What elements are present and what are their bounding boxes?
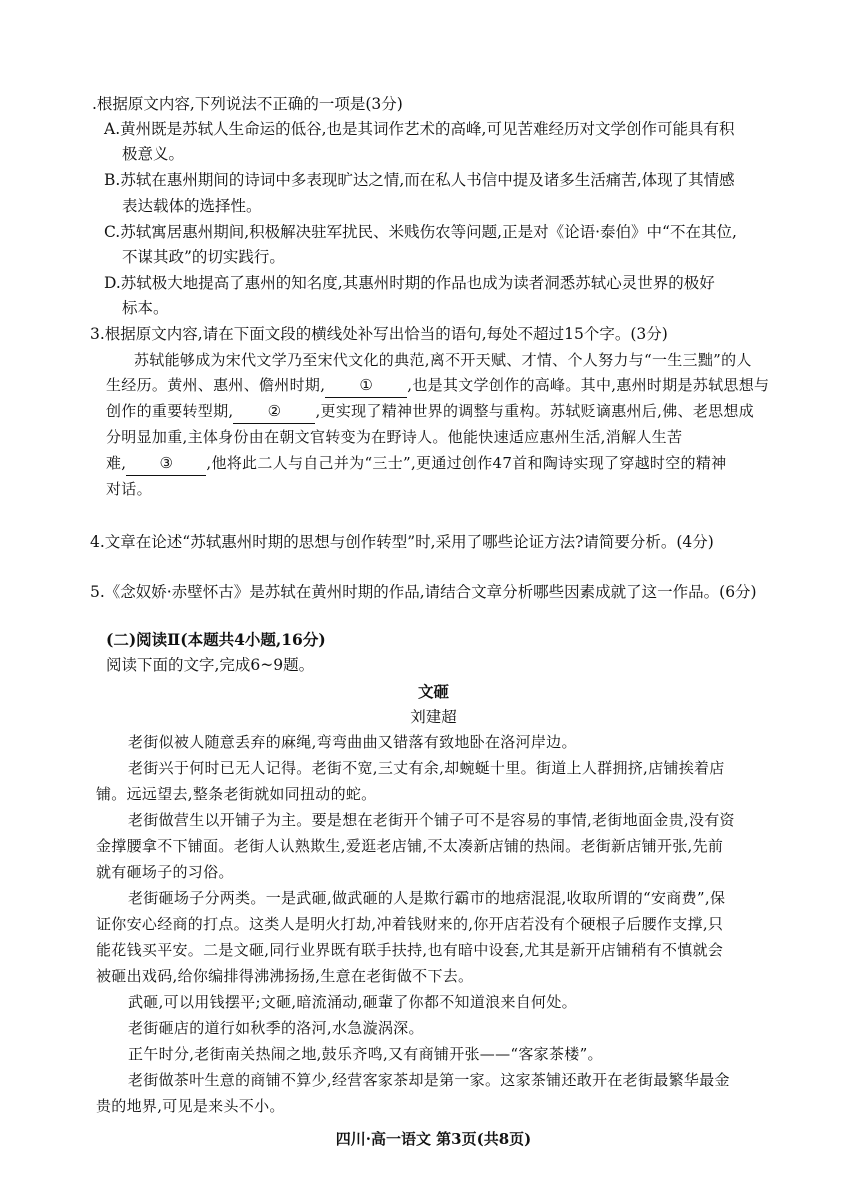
q3-passage-text: 创作的重要转型期, (106, 402, 234, 420)
q2-option-c-line2: 不谋其政”的切实践行。 (122, 248, 285, 266)
q3-passage-line1: 苏轼能够成为宋代文学乃至宋代文化的典范,离不开天赋、才情、个人努力与“一生三黜”的人 (134, 351, 752, 369)
q2-option-a-line2: 极意义。 (122, 145, 185, 163)
q3-passage-line5 (106, 451, 726, 476)
q3-blank-1: ① (325, 373, 407, 398)
q3-passage-line4: 分明显加重,主体身份由在朝文官转变为在野诗人。他能快速适应惠州生活,消解人生苦 (106, 428, 683, 446)
q5-stem: 5.《念奴娇·赤壁怀古》是苏轼在黄州时期的作品,请结合文章分析哪些因素成就了这一作品。(6分) (90, 583, 757, 601)
q4-stem: 4.文章在论述“苏轼惠州时期的思想与创作转型”时,采用了哪些论证方法?请简要分析。(4分) (90, 533, 714, 551)
story-paragraph: 就有砸场子的习俗。 (96, 863, 234, 881)
story-paragraph: 证你安心经商的打点。这类人是明火打劫,冲着钱财来的,你开店若没有个硬根子后腰作支撑,只 (96, 915, 724, 933)
q2-option-b-line1: B.苏轼在惠州期间的诗词中多表现旷达之情,而在私人书信中提及诸多生活痛苦,体现了其情感 (104, 171, 735, 189)
q2-option-b-line2: 表达载体的选择性。 (122, 197, 262, 215)
story-paragraph: 老街砸场子分两类。一是武砸,做武砸的人是欺行霸市的地痞混混,收取所谓的“安商费”,保 (128, 889, 726, 907)
page-footer: 四川·高一语文 第3页(共8页) (335, 1130, 532, 1148)
story-author: 刘建超 (410, 708, 457, 726)
q3-passage-text: ,他将此二人与自己并为“三士”,更通过创作47首和陶诗实现了穿越时空的精神 (206, 454, 727, 472)
story-paragraph: 老街兴于何时已无人记得。老街不宽,三丈有余,却蜿蜒十里。街道上人群拥挤,店铺挨着店 (128, 759, 725, 777)
q3-passage-text: ,也是其文学创作的高峰。其中,惠州时期是苏轼思想与 (407, 376, 770, 394)
q3-passage-text: 难, (106, 454, 127, 472)
story-title: 文砸 (417, 682, 449, 701)
story-paragraph: 老街做营生以开铺子为主。要是想在老街开个铺子可不是容易的事情,老街地面金贵,没有资 (128, 811, 735, 829)
story-paragraph: 贵的地界,可见是来头不小。 (96, 1097, 285, 1115)
q3-blank-3: ③ (126, 451, 206, 476)
q3-blank-2: ② (233, 399, 315, 424)
q2-option-d-line1: D.苏轼极大地提高了惠州的知名度,其惠州时期的作品也成为读者洞悉苏轼心灵世界的极好 (104, 274, 715, 292)
q2-stem: .根据原文内容,下列说法不正确的一项是(3分) (92, 95, 403, 113)
story-paragraph: 老街似被人随意丢弃的麻绳,弯弯曲曲又错落有致地卧在洛河岸边。 (128, 733, 577, 751)
q3-passage-text: ,更实现了精神世界的调整与重构。苏轼贬谪惠州后,佛、老思想成 (315, 402, 755, 420)
story-paragraph: 能花钱买平安。二是文砸,同行业界既有联手扶持,也有暗中设套,尤其是新开店铺稍有不慎就会 (96, 941, 724, 959)
story-paragraph: 老街做茶叶生意的商铺不算少,经营客家茶却是第一家。这家茶铺还敢开在老街最繁华最金 (128, 1071, 730, 1089)
q3-passage-line3 (106, 399, 754, 424)
q3-stem: 3.根据原文内容,请在下面文段的横线处补写出恰当的语句,每处不超过15个字。(3分) (90, 325, 668, 343)
story-paragraph: 被砸出戏码,给你编排得沸沸扬扬,生意在老街做不下去。 (96, 967, 474, 985)
story-paragraph: 老街砸店的道行如秋季的洛河,水急漩涡深。 (128, 1019, 424, 1037)
q2-option-c-line1: C.苏轼寓居惠州期间,积极解决驻军扰民、米贱伤农等问题,正是对《论语·泰伯》中“不在其位, (104, 223, 737, 241)
q2-option-a-line1: A.黄州既是苏轼人生命运的低谷,也是其词作艺术的高峰,可见苦难经历对文学创作可能具有积 (104, 120, 735, 138)
q2-option-d-line2: 标本。 (122, 299, 169, 317)
story-paragraph: 金撑腰拿不下铺面。老街人认熟欺生,爱逛老店铺,不太凑新店铺的热闹。老街新店铺开张,先前 (96, 837, 724, 855)
section-heading: (二)阅读Ⅱ(本题共4小题,16分) (106, 630, 326, 649)
section-instruction: 阅读下面的文字,完成6~9题。 (106, 656, 315, 674)
q3-passage-line6: 对话。 (106, 480, 152, 498)
q3-passage-line2 (106, 373, 769, 398)
q3-passage-text: 生经历。黄州、惠州、儋州时期, (106, 376, 326, 394)
story-paragraph: 正午时分,老街南关热闹之地,鼓乐齐鸣,又有商铺开张——“客家茶楼”。 (128, 1045, 603, 1063)
story-paragraph: 铺。远远望去,整条老街就如同扭动的蛇。 (96, 785, 377, 803)
story-paragraph: 武砸,可以用钱摆平;文砸,暗流涌动,砸軰了你都不知道浪来自何处。 (128, 993, 577, 1011)
